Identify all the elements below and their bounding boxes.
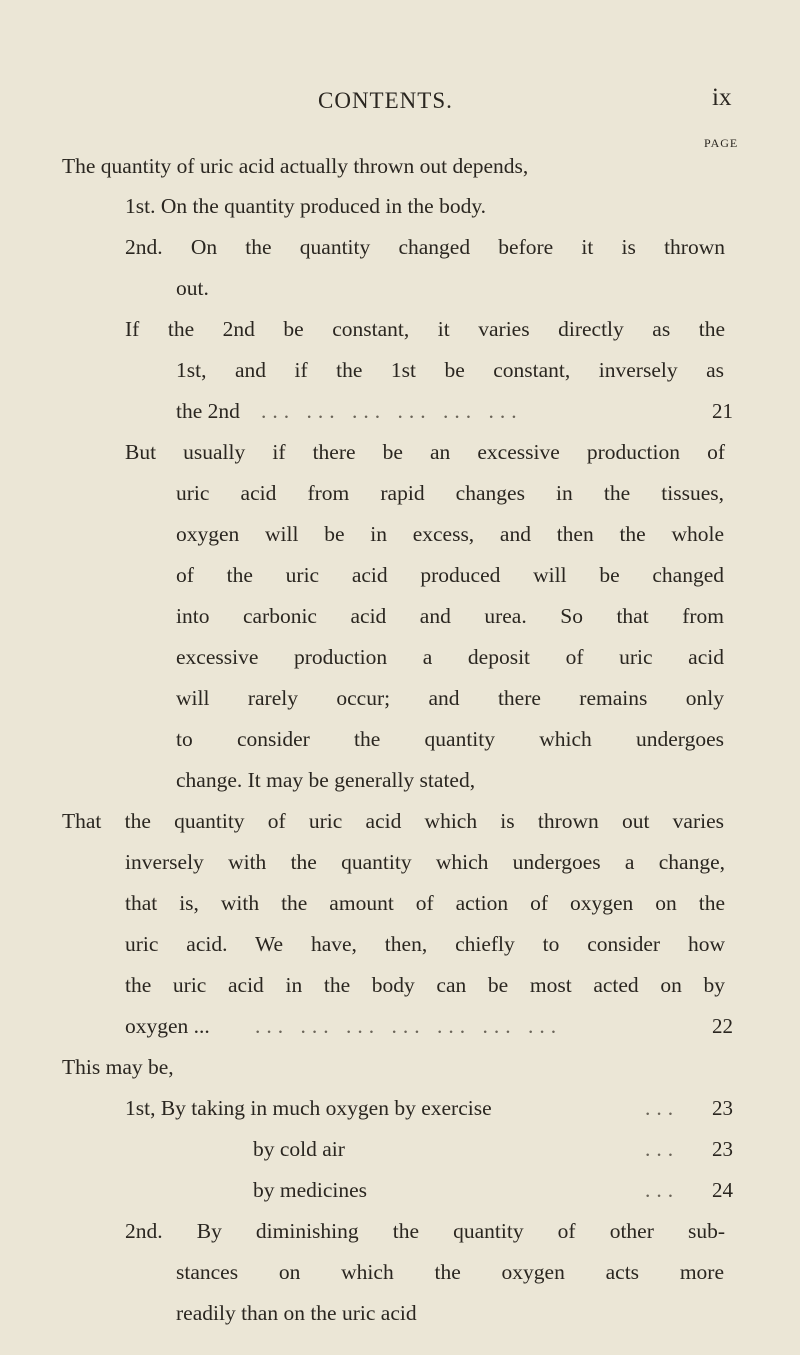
contents-line: But usually if there be an excessive production of: [125, 440, 725, 464]
contents-line: 1st. On the quantity produced in the body.: [125, 194, 487, 218]
contents-line: the 2nd ... ... ... ... ... ... 21: [176, 391, 240, 431]
contents-line: the uric acid in the body can be most acted on by: [125, 973, 725, 997]
contents-line: uric acid. We have, then, chiefly to consider how: [125, 932, 725, 956]
page-ref: 22: [712, 1014, 733, 1038]
page-ref: 24: [712, 1178, 733, 1202]
page-column-label: PAGE: [704, 136, 739, 150]
page-ref: 23: [712, 1137, 733, 1161]
contents-line: 1st, and if the 1st be constant, inversely as: [176, 358, 724, 382]
contents-line: oxygen ... ... ... ... ... ... ... ... 22: [125, 1006, 210, 1046]
contents-line: uric acid from rapid changes in the tissues,: [176, 481, 724, 505]
contents-line: that is, with the amount of action of oxygen on the: [125, 891, 725, 915]
contents-line: stances on which the oxygen acts more: [176, 1260, 724, 1284]
contents-line: of the uric acid produced will be changed: [176, 563, 724, 587]
leader-dots: ...: [645, 1096, 680, 1120]
contents-line: out.: [176, 276, 209, 300]
page-ref: 21: [712, 399, 733, 423]
page-ref: 23: [712, 1096, 733, 1120]
contents-line: readily than on the uric acid: [176, 1301, 417, 1325]
contents-line: by medicines ... 24: [253, 1170, 367, 1210]
leader-dots: ... ... ... ... ... ...: [261, 399, 523, 423]
contents-line: change. It may be generally stated,: [176, 768, 476, 792]
contents-line: by cold air ... 23: [253, 1129, 345, 1169]
contents-line: oxygen will be in excess, and then the whole: [176, 522, 724, 546]
page-number: ix: [712, 84, 732, 111]
contents-line: into carbonic acid and urea. So that from: [176, 604, 724, 628]
contents-line: The quantity of uric acid actually thrown out depends,: [62, 154, 529, 178]
leader-dots: ... ... ... ... ... ... ...: [255, 1014, 563, 1038]
contents-line: excessive production a deposit of uric acid: [176, 645, 724, 669]
contents-line: This may be,: [62, 1055, 174, 1079]
contents-line: If the 2nd be constant, it varies directly as the: [125, 317, 725, 341]
contents-line: will rarely occur; and there remains only: [176, 686, 724, 710]
leader-dots: ...: [645, 1178, 680, 1202]
running-title: CONTENTS.: [318, 88, 453, 113]
contents-line: 2nd. On the quantity changed before it is thrown: [125, 235, 725, 259]
leader-dots: ...: [645, 1137, 680, 1161]
contents-line: 2nd. By diminishing the quantity of other sub-: [125, 1219, 725, 1243]
contents-line: inversely with the quantity which undergoes a change,: [125, 850, 725, 874]
contents-line: to consider the quantity which undergoes: [176, 727, 724, 751]
contents-line: That the quantity of uric acid which is thrown out varies: [62, 809, 724, 833]
contents-line: 1st, By taking in much oxygen by exercise ... 23: [125, 1088, 492, 1128]
